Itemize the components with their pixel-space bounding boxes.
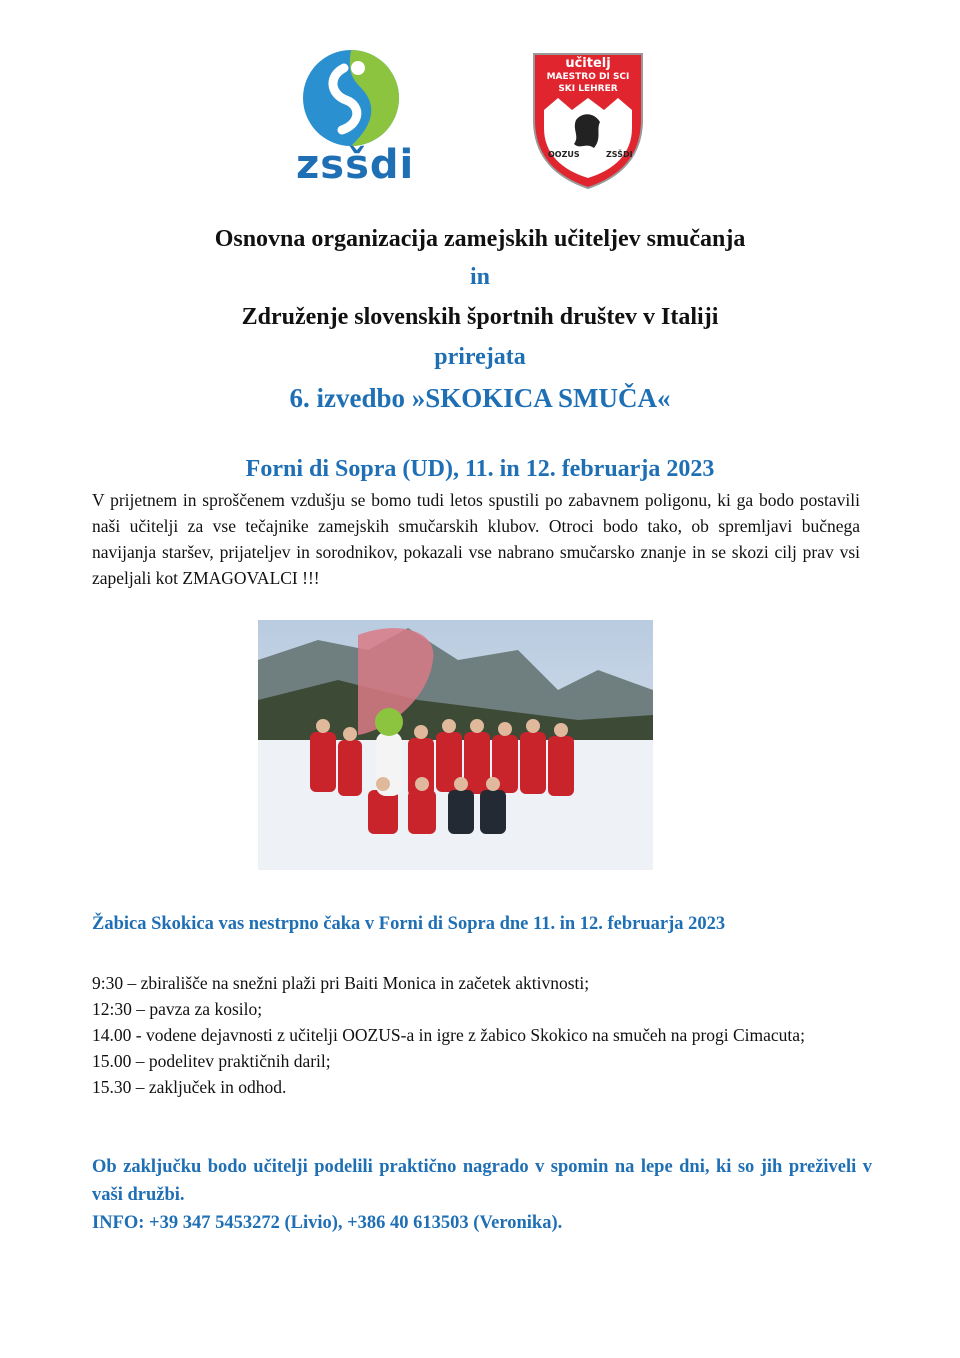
- event-title: 6. izvedbo »SKOKICA SMUČA«: [289, 383, 671, 413]
- schedule-item: 9:30 – zbirališče na snežni plaži pri Baiti Monica in začetek aktivnosti;: [92, 973, 590, 993]
- heading-prirejata: prirejata: [434, 344, 526, 370]
- heading-in: in: [469, 264, 490, 290]
- schedule-item: 15.00 – podelitev praktičnih daril;: [92, 1051, 331, 1071]
- schedule-list: [92, 970, 872, 1100]
- zssdi-wordmark: zsšdi: [296, 142, 415, 188]
- heading-organization-2: Združenje slovenskih športnih društev v Italiji: [241, 304, 719, 330]
- schedule-item: 15.30 – zaključek in odhod.: [92, 1077, 287, 1097]
- closing-block: [92, 1153, 872, 1237]
- contact-info: INFO: +39 347 5453272 (Livio), +386 40 613503 (Veronika).: [92, 1213, 563, 1233]
- heading-organization-1: Osnovna organizacija zamejskih učiteljev smučanja: [214, 226, 746, 252]
- subheading: Žabica Skokica vas nestrpno čaka v Forni di Sopra dne 11. in 12. februarja 2023: [92, 914, 726, 934]
- badge-line-4: OOZUS: [548, 150, 580, 159]
- badge-line-2: MAESTRO DI SCI: [546, 72, 630, 82]
- badge-line-3: SKI LEHRER: [558, 84, 618, 94]
- closing-text: Ob zaključku bodo učitelji podelili praktično nagrado v spomin na lepe dni, ki so jih preživeli v vaši družbi.: [92, 1157, 872, 1205]
- oozus-shield-logo: [528, 50, 648, 190]
- badge-line-1: učitelj: [565, 56, 611, 71]
- schedule-item: 12:30 – pavza za kosilo;: [92, 999, 263, 1019]
- group-photo: [258, 620, 653, 870]
- intro-paragraph: V prijetnem in sproščenem vzdušju se bomo tudi letos spustili po zabavnem poligonu, ki ga bodo postavili naši učitelji za vse tečajnike zamejskih smučarskih klubov. Otroci bodo tako, ob spremljavi bučnega navijanja staršev, prijateljev in sorodnikov, pokazali vse nabrano smučarsko znanje in se skozi cilj prav vsi zapeljali kot ZMAGOVALCI !!!: [92, 490, 860, 588]
- event-date-location: Forni di Sopra (UD), 11. in 12. februarja 2023: [245, 456, 715, 482]
- badge-line-5: ZSŠDI: [606, 150, 633, 159]
- zssdi-logo: [296, 50, 456, 188]
- schedule-item: 14.00 - vodene dejavnosti z učitelji OOZUS-a in igre z žabico Skokico na smučeh na progi Cimacuta;: [92, 1025, 805, 1045]
